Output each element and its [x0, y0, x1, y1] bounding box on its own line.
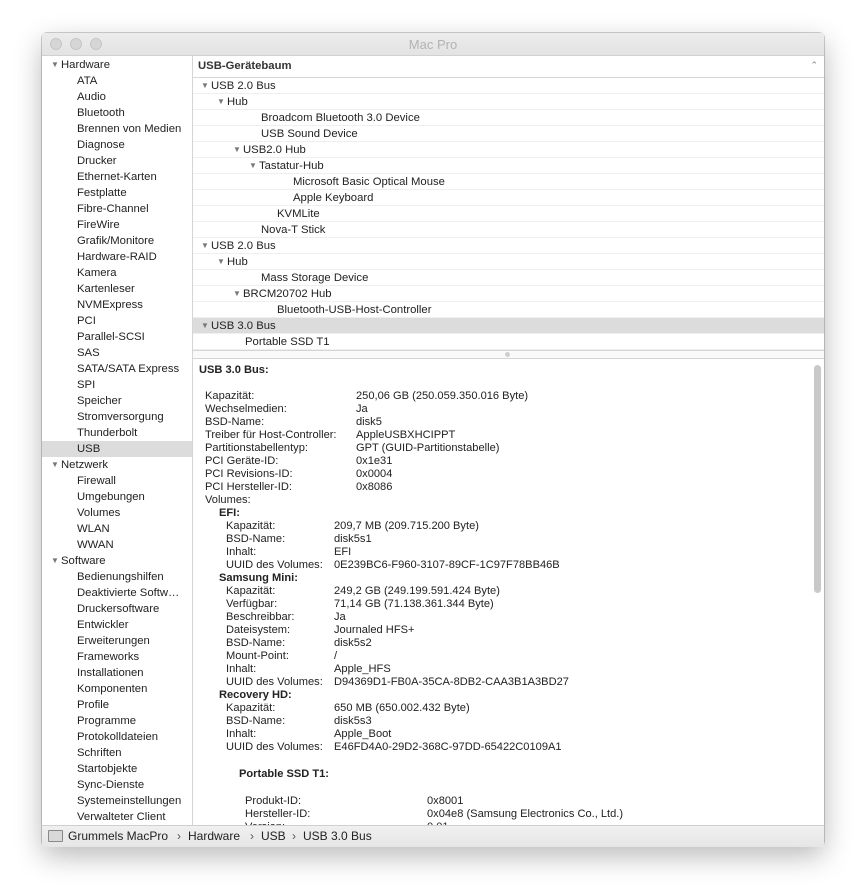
tree-row[interactable]	[193, 334, 824, 350]
content-pane	[193, 56, 824, 825]
sidebar-item-stromversorgung[interactable]	[42, 409, 192, 425]
property-label: Inhalt:	[226, 663, 257, 675]
property-value: 0E239BC6-F960-3107-89CF-1C97F78BB46B	[334, 559, 560, 571]
tree-row[interactable]	[193, 126, 824, 142]
sidebar-item-bedienungshilfen[interactable]	[42, 569, 192, 585]
sidebar-item-wlan[interactable]	[42, 521, 192, 537]
tree-row-label: USB 2.0 Bus	[211, 240, 276, 252]
sidebar-item-label: Erweiterungen	[77, 635, 150, 647]
system-information-window	[42, 33, 824, 846]
sidebar-item-profile[interactable]	[42, 697, 192, 713]
sidebar-item-sata-sata-express[interactable]	[42, 361, 192, 377]
tree-row-label: Portable SSD T1	[245, 336, 330, 348]
property-value: 209,7 MB (209.715.200 Byte)	[334, 520, 479, 532]
tree-row[interactable]	[193, 190, 824, 206]
property-label: Wechselmedien:	[205, 403, 287, 415]
volume-name: Recovery HD:	[219, 689, 292, 701]
property-value: Apple_Boot	[334, 728, 392, 740]
sidebar-item-hardware-raid[interactable]	[42, 249, 192, 265]
property-value: 250,06 GB (250.059.350.016 Byte)	[356, 390, 529, 402]
sidebar-item-label: Bluetooth	[77, 107, 125, 119]
sidebar-item-systemeinstellungen[interactable]	[42, 793, 192, 809]
detail-title: USB 3.0 Bus:	[199, 364, 269, 376]
sidebar-item-label: USB	[77, 443, 101, 455]
disclosure-triangle-icon[interactable]: ▼	[217, 97, 225, 106]
tree-row[interactable]	[193, 158, 824, 174]
title-bar[interactable]	[42, 33, 824, 56]
path-segment-grummels-macpro[interactable]: Grummels MacPro	[68, 829, 169, 843]
tree-row-label: Hub	[227, 256, 248, 268]
sidebar-item-label: Kartenleser	[77, 283, 135, 295]
sort-chevron-up-icon[interactable]: ⌃	[810, 60, 818, 70]
disclosure-triangle-icon[interactable]: ▼	[217, 257, 225, 266]
sidebar-item-programme[interactable]	[42, 713, 192, 729]
sidebar-item-speicher[interactable]	[42, 393, 192, 409]
property-value: 0x04e8 (Samsung Electronics Co., Ltd.)	[427, 808, 624, 820]
sidebar-item-verwalteter-client[interactable]	[42, 809, 192, 825]
sidebar-item-label: Startobjekte	[77, 763, 138, 775]
sidebar-item-festplatte[interactable]	[42, 185, 192, 201]
property-label: Kapazität:	[226, 520, 276, 532]
tree-row-label: Hub	[227, 96, 248, 108]
tree-row-label: USB 3.0 Bus	[211, 320, 276, 332]
sidebar-item-entwickler[interactable]	[42, 617, 192, 633]
disclosure-triangle-icon[interactable]: ▼	[201, 241, 209, 250]
property-label: Kapazität:	[205, 390, 255, 402]
tree-row[interactable]	[193, 78, 824, 94]
sidebar-item-erweiterungen[interactable]	[42, 633, 192, 649]
tree-row[interactable]	[193, 270, 824, 286]
sidebar-item-label: WLAN	[77, 523, 110, 535]
tree-row[interactable]	[193, 206, 824, 222]
property-value: Ja	[356, 403, 368, 415]
sidebar-item-label: NVMExpress	[77, 299, 143, 311]
tree-row-label: Nova-T Stick	[261, 224, 326, 236]
sidebar-item-label: SPI	[77, 379, 96, 391]
property-label: Partitionstabellentyp:	[205, 442, 308, 454]
property-label: PCI Geräte-ID:	[205, 455, 279, 467]
computer-icon	[48, 830, 63, 842]
property-label: Kapazität:	[226, 702, 276, 714]
property-label: UUID des Volumes:	[226, 676, 323, 688]
sidebar-item-frameworks[interactable]	[42, 649, 192, 665]
sidebar-group-netzwerk[interactable]	[42, 457, 192, 473]
property-label: UUID des Volumes:	[226, 559, 323, 571]
property-label: PCI Hersteller-ID:	[205, 481, 292, 493]
tree-row[interactable]	[193, 254, 824, 270]
property-label: BSD-Name:	[226, 533, 286, 545]
tree-row[interactable]	[193, 238, 824, 254]
sidebar-item-label: Systemeinstellungen	[77, 795, 182, 807]
sidebar-item-pci[interactable]	[42, 313, 192, 329]
tree-row-label: Broadcom Bluetooth 3.0 Device	[261, 112, 420, 124]
sidebar-item-label: Frameworks	[77, 651, 140, 663]
sidebar-item-firewall[interactable]	[42, 473, 192, 489]
sidebar-item-label: Volumes	[77, 507, 121, 519]
property-value: 0x1e31	[356, 455, 393, 467]
sidebar-item-diagnose[interactable]	[42, 137, 192, 153]
sidebar-item-label: Audio	[77, 91, 106, 103]
sidebar-item-label: Entwickler	[77, 619, 129, 631]
disclosure-triangle-icon[interactable]: ▼	[51, 460, 59, 469]
sidebar-item-installationen[interactable]	[42, 665, 192, 681]
property-label: Inhalt:	[226, 546, 257, 558]
sidebar-item-umgebungen[interactable]	[42, 489, 192, 505]
tree-row[interactable]	[193, 94, 824, 110]
property-value: disk5s1	[334, 533, 372, 545]
window-title: Mac Pro	[408, 37, 458, 52]
property-value: Journaled HFS+	[334, 624, 415, 636]
sidebar-item-label: SAS	[77, 347, 100, 359]
chevron-right-icon: ›	[250, 829, 254, 843]
device-title: Portable SSD T1:	[239, 768, 330, 780]
property-label: Verfügbar:	[226, 598, 278, 610]
property-value: 650 MB (650.002.432 Byte)	[334, 702, 470, 714]
tree-header-label: USB-Gerätebaum	[198, 60, 292, 72]
property-value: 249,2 GB (249.199.591.424 Byte)	[334, 585, 500, 597]
property-label: Kapazität:	[226, 585, 276, 597]
sidebar-item-label: Programme	[77, 715, 137, 727]
sidebar-group-software[interactable]	[42, 553, 192, 569]
sidebar-item-fibre-channel[interactable]	[42, 201, 192, 217]
tree-row[interactable]	[193, 174, 824, 190]
sidebar-item-firewire[interactable]	[42, 217, 192, 233]
sidebar-item-label: Hardware-RAID	[77, 251, 157, 263]
sidebar-item-bluetooth[interactable]	[42, 105, 192, 121]
sidebar-item-label: Firewall	[77, 475, 116, 487]
property-label: BSD-Name:	[205, 416, 265, 428]
sidebar-item-audio[interactable]	[42, 89, 192, 105]
sidebar-group-label: Hardware	[61, 59, 110, 71]
sidebar-item-label: Brennen von Medien	[77, 123, 182, 135]
sidebar-item-parallel-scsi[interactable]	[42, 329, 192, 345]
property-label: Volumes:	[205, 494, 251, 506]
sidebar-item-label: Drucker	[77, 155, 117, 167]
disclosure-triangle-icon[interactable]: ▼	[201, 321, 209, 330]
tree-row-label: Microsoft Basic Optical Mouse	[293, 176, 445, 188]
splitter-handle-icon[interactable]	[505, 352, 510, 357]
sidebar-item-label: ATA	[77, 75, 98, 87]
property-label: UUID des Volumes:	[226, 741, 323, 753]
sidebar-item-brennen-von-medien[interactable]	[42, 121, 192, 137]
tree-row-label: Apple Keyboard	[293, 192, 374, 204]
sidebar-item-label: Grafik/Monitore	[77, 235, 155, 247]
sidebar-item-label: Kamera	[77, 267, 117, 279]
sidebar-item-komponenten[interactable]	[42, 681, 192, 697]
usb-device-tree[interactable]	[193, 78, 824, 350]
sidebar-item-druckersoftware[interactable]	[42, 601, 192, 617]
property-label: Dateisystem:	[226, 624, 291, 636]
sidebar-item-sas[interactable]	[42, 345, 192, 361]
sidebar-item-label: Ethernet-Karten	[77, 171, 157, 183]
property-label: Produkt-ID:	[245, 795, 302, 807]
tree-row[interactable]	[193, 222, 824, 238]
tree-row[interactable]	[193, 286, 824, 302]
tree-row-label: USB 2.0 Bus	[211, 80, 276, 92]
tree-row-label: BRCM20702 Hub	[243, 288, 332, 300]
tree-row[interactable]	[193, 302, 824, 318]
property-value: Apple_HFS	[334, 663, 391, 675]
tree-row-label: USB Sound Device	[261, 128, 358, 140]
sidebar-item-label: WWAN	[77, 539, 114, 551]
sidebar-item-label: Komponenten	[77, 683, 148, 695]
sidebar-group-hardware[interactable]	[42, 57, 192, 73]
volume-name: Samsung Mini:	[219, 572, 298, 584]
detail-scrollbar[interactable]	[814, 365, 821, 593]
sidebar-item-label: Thunderbolt	[77, 427, 138, 439]
property-value: disk5	[356, 416, 382, 428]
property-label: Mount-Point:	[226, 650, 289, 662]
property-value: GPT (GUID-Partitionstabelle)	[356, 442, 500, 454]
property-value: E46FD4A0-29D2-368C-97DD-65422C0109A1	[334, 741, 562, 753]
sidebar-item-spi[interactable]	[42, 377, 192, 393]
tree-row[interactable]	[193, 142, 824, 158]
sidebar-item-label: Festplatte	[77, 187, 127, 199]
sidebar-item-usb[interactable]	[42, 441, 192, 457]
property-value: Ja	[334, 611, 346, 623]
sidebar-item-label: Schriften	[77, 747, 122, 759]
tree-row-label: Bluetooth-USB-Host-Controller	[277, 304, 432, 316]
disclosure-triangle-icon[interactable]: ▼	[233, 145, 241, 154]
sidebar-item-ethernet-karten[interactable]	[42, 169, 192, 185]
sidebar-item-deaktivierte-softw[interactable]	[42, 585, 192, 601]
disclosure-triangle-icon[interactable]: ▼	[51, 60, 59, 69]
pane-splitter[interactable]	[193, 350, 824, 359]
sidebar-item-label: Fibre-Channel	[77, 203, 149, 215]
sidebar-item-wwan[interactable]	[42, 537, 192, 553]
sidebar-item-label: Umgebungen	[77, 491, 145, 503]
property-label: Treiber für Host-Controller:	[205, 429, 337, 441]
property-label: BSD-Name:	[226, 715, 286, 727]
tree-row-label: Mass Storage Device	[261, 272, 369, 284]
tree-row-label: KVMLite	[277, 208, 320, 220]
sidebar-group-label: Software	[61, 555, 106, 567]
sidebar-item-label: Stromversorgung	[77, 411, 164, 423]
tree-header[interactable]	[193, 56, 824, 78]
property-value: EFI	[334, 546, 352, 558]
property-value: 0x8001	[427, 795, 464, 807]
sidebar-item-label: Verwalteter Client	[77, 811, 166, 823]
path-segment-usb[interactable]: USB	[261, 829, 286, 843]
chevron-right-icon: ›	[177, 829, 181, 843]
disclosure-triangle-icon[interactable]: ▼	[249, 161, 257, 170]
property-value: 0x8086	[356, 481, 393, 493]
sidebar-item-volumes[interactable]	[42, 505, 192, 521]
path-segment-usb-3-0-bus[interactable]: USB 3.0 Bus	[303, 829, 372, 843]
tree-row-label: USB2.0 Hub	[243, 144, 306, 156]
property-value: AppleUSBXHCIPPT	[356, 429, 456, 441]
sidebar-item-label: Installationen	[77, 667, 144, 679]
sidebar-item-drucker[interactable]	[42, 153, 192, 169]
sidebar-item-sync-dienste[interactable]	[42, 777, 192, 793]
property-label: BSD-Name:	[226, 637, 286, 649]
sidebar-item-label: Sync-Dienste	[77, 779, 145, 791]
sidebar-item-kamera[interactable]	[42, 265, 192, 281]
sidebar-item-protokolldateien[interactable]	[42, 729, 192, 745]
sidebar-item-label: Protokolldateien	[77, 731, 159, 743]
sidebar-item-label: SATA/SATA Express	[77, 363, 180, 375]
path-bar	[42, 825, 824, 847]
sidebar-item-label: Bedienungshilfen	[77, 571, 164, 583]
property-value: 71,14 GB (71.138.361.344 Byte)	[334, 598, 494, 610]
sidebar-item-grafik-monitore[interactable]	[42, 233, 192, 249]
chevron-right-icon: ›	[292, 829, 296, 843]
sidebar-item-label: Profile	[77, 699, 110, 711]
sidebar-item-label: Deaktivierte Softw…	[77, 587, 180, 599]
sidebar-item-nvmexpress[interactable]	[42, 297, 192, 313]
property-label: Inhalt:	[226, 728, 257, 740]
tree-row[interactable]	[193, 110, 824, 126]
sidebar-item-ata[interactable]	[42, 73, 192, 89]
property-value: disk5s2	[334, 637, 372, 649]
sidebar-group-label: Netzwerk	[61, 459, 109, 471]
path-segment-hardware[interactable]: Hardware	[188, 829, 241, 843]
tree-row-label: Tastatur-Hub	[259, 160, 324, 172]
sidebar-item-schriften[interactable]	[42, 745, 192, 761]
tree-row[interactable]	[193, 318, 824, 334]
disclosure-triangle-icon[interactable]: ▼	[233, 289, 241, 298]
sidebar-item-startobjekte[interactable]	[42, 761, 192, 777]
disclosure-triangle-icon[interactable]: ▼	[201, 81, 209, 90]
sidebar-item-label: Speicher	[77, 395, 122, 407]
property-value: /	[334, 650, 338, 662]
category-sidebar[interactable]	[42, 56, 193, 825]
sidebar-item-label: PCI	[77, 315, 96, 327]
sidebar-item-label: Parallel-SCSI	[77, 331, 145, 343]
sidebar-item-label: Diagnose	[77, 139, 125, 151]
property-label: Hersteller-ID:	[245, 808, 311, 820]
sidebar-item-thunderbolt[interactable]	[42, 425, 192, 441]
sidebar-item-kartenleser[interactable]	[42, 281, 192, 297]
detail-pane	[193, 360, 824, 825]
property-label: PCI Revisions-ID:	[205, 468, 293, 480]
property-value: D94369D1-FB0A-35CA-8DB2-CAA3B1A3BD27	[334, 676, 569, 688]
sidebar-item-label: Druckersoftware	[77, 603, 160, 615]
property-value: 0x0004	[356, 468, 393, 480]
property-label: Beschreibbar:	[226, 611, 295, 623]
disclosure-triangle-icon[interactable]: ▼	[51, 556, 59, 565]
property-value: disk5s3	[334, 715, 372, 727]
sidebar-item-label: FireWire	[77, 219, 120, 231]
volume-name: EFI:	[219, 507, 240, 519]
